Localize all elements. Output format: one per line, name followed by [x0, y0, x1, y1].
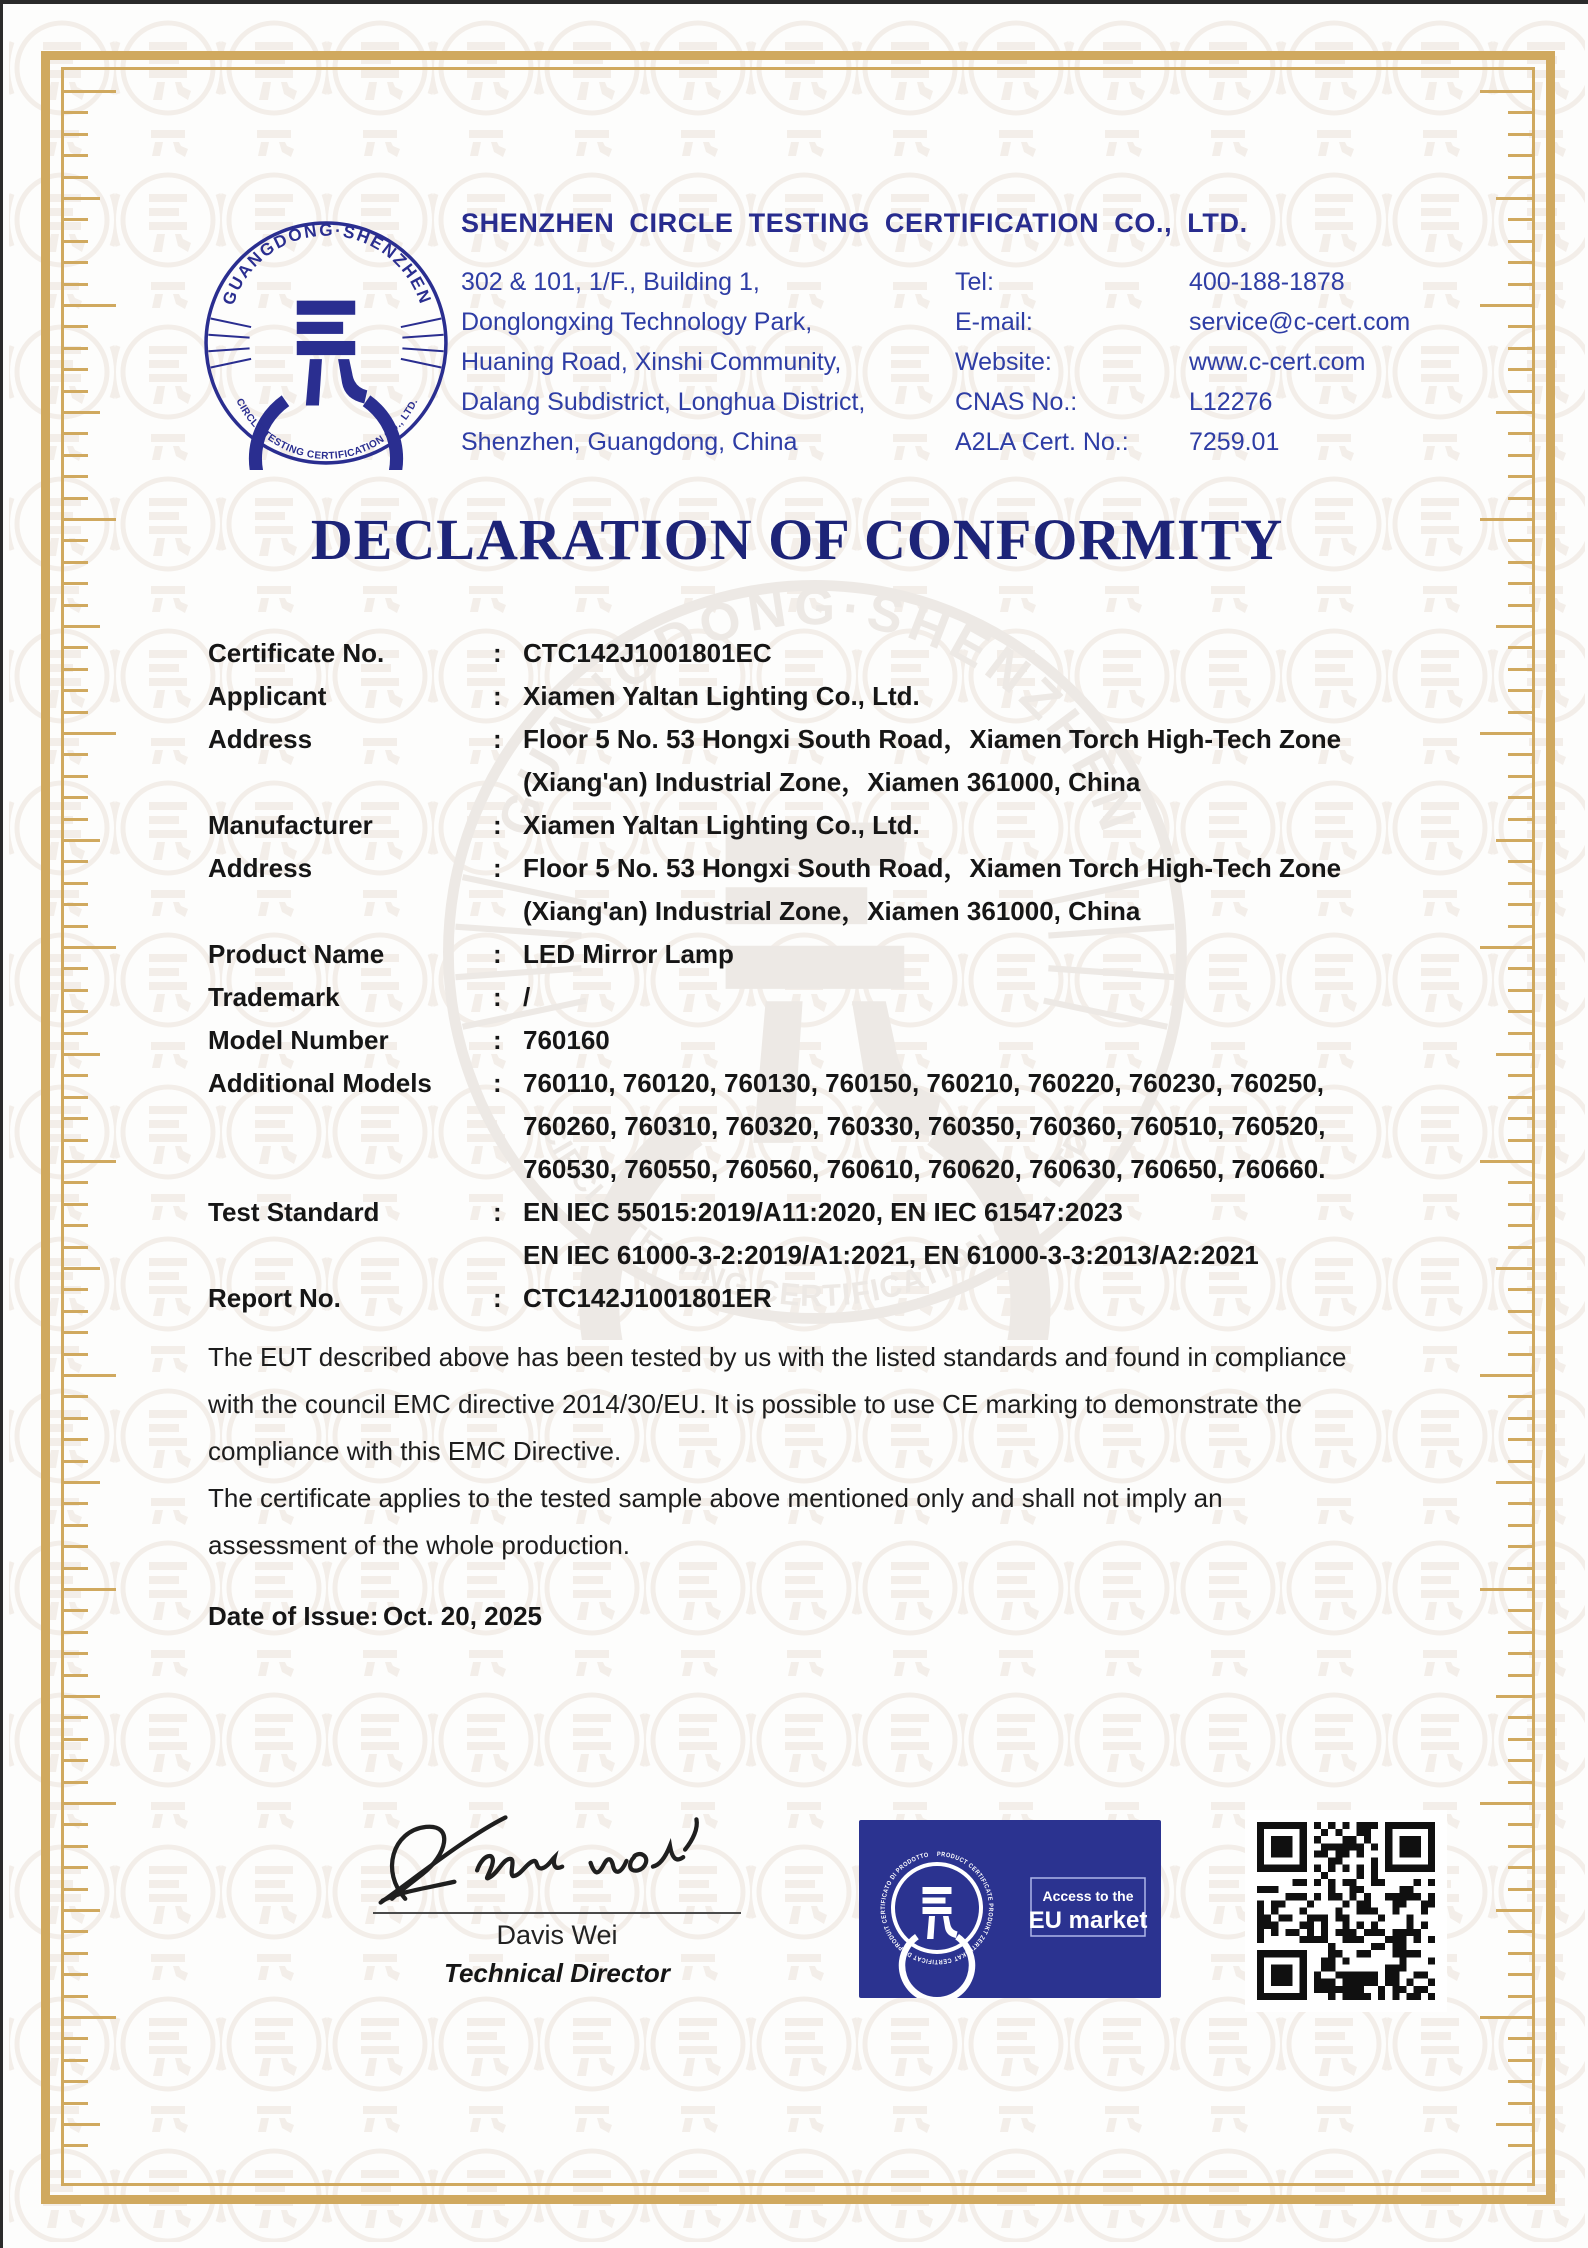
- field-colon: :: [493, 681, 502, 711]
- field-colon: :: [493, 1068, 502, 1098]
- logo-arc-bottom-text: CIRCLE TESTING CERTIFICATION CO., LTD.: [233, 396, 421, 462]
- signature-image: [353, 1808, 743, 1912]
- logo-arc-top-text: GUANGDONG·SHENZHEN: [217, 219, 437, 308]
- badge-ring-text: PRODUCT CERTIFICATE PRODUKT ZERTIFIKAT CERTIFICAT DE PRODUIT CERTIFICATO DI PRODOTTO: [879, 1850, 995, 1966]
- field-row: [208, 1062, 1468, 1191]
- company-logo-seal: [201, 218, 453, 470]
- field-row: [208, 933, 1468, 976]
- field-colon: :: [493, 1025, 502, 1055]
- field-label: Manufacturer: [208, 810, 373, 840]
- field-label: Report No.: [208, 1283, 341, 1313]
- field-colon: :: [493, 724, 502, 754]
- signatory-name: Davis Wei: [496, 1920, 618, 1950]
- field-colon: :: [493, 1197, 502, 1227]
- field-value: CTC142J1001801EC: [523, 638, 772, 668]
- field-row: [208, 847, 1468, 933]
- field-colon: :: [493, 638, 502, 668]
- contact-label: Website:: [955, 348, 1052, 376]
- field-value: Floor 5 No. 53 Hongxi South Road，Xiamen Torch High-Tech Zone (Xiang'an) Industrial Zone，Xiamen 361000, China: [523, 853, 1342, 926]
- badge-line2: EU market: [1028, 1907, 1148, 1934]
- contact-label: A2LA Cert. No.:: [955, 428, 1129, 456]
- date-of-issue-label: Date of Issue:: [208, 1601, 379, 1631]
- paragraph: The EUT described above has been tested by us with the listed standards and found in compliance with the council EMC directive 2014/30/EU. It is possible to use CE marking to demonstrate the compliance with this EMC Directive.: [208, 1342, 1347, 1466]
- contact-value: www.c-cert.com: [1189, 348, 1366, 376]
- field-row: [208, 976, 1468, 1019]
- contact-label: CNAS No.:: [955, 388, 1078, 416]
- ruler-right: [1474, 70, 1532, 2182]
- body-paragraphs: [208, 1334, 1488, 1569]
- field-value: Xiamen Yaltan Lighting Co., Ltd.: [523, 810, 920, 840]
- field-label: Test Standard: [208, 1197, 380, 1227]
- field-value: EN IEC 55015:2019/A11:2020, EN IEC 61547:2023 EN IEC 61000-3-2:2019/A1:2021, EN 61000-3-3:2013/A2:2021: [523, 1197, 1259, 1270]
- company-address-line: 302 & 101, 1/F., Building 1,: [461, 268, 760, 296]
- company-name: SHENZHEN CIRCLE TESTING CERTIFICATION CO., LTD.: [461, 208, 1248, 238]
- company-address-line: Shenzhen, Guangdong, China: [461, 428, 798, 456]
- company-address-line: Huaning Road, Xinshi Community,: [461, 348, 842, 376]
- contact-label: Tel:: [955, 268, 994, 296]
- field-colon: :: [493, 853, 502, 883]
- contact-label: E-mail:: [955, 308, 1033, 336]
- field-value: 760110, 760120, 760130, 760150, 760210, 760220, 760230, 760250, 760260, 760310, 760320, 760330, 760350, 760360, 760510, 760520, 760530, 760550, 760560, 760610, 760620, 760630, 760650, 760660.: [523, 1068, 1326, 1184]
- field-value: Floor 5 No. 53 Hongxi South Road，Xiamen Torch High-Tech Zone (Xiang'an) Industrial Zone，Xiamen 361000, China: [523, 724, 1342, 797]
- field-row: [208, 804, 1468, 847]
- field-label: Model Number: [208, 1025, 389, 1055]
- field-label: Trademark: [208, 982, 340, 1012]
- company-address-line: Dalang Subdistrict, Longhua District,: [461, 388, 866, 416]
- field-label: Additional Models: [208, 1068, 432, 1098]
- contact-value: L12276: [1189, 388, 1273, 416]
- field-value: Xiamen Yaltan Lighting Co., Ltd.: [523, 681, 920, 711]
- date-of-issue-value: Oct. 20, 2025: [383, 1601, 542, 1631]
- badge-line1: Access to the: [1042, 1888, 1134, 1904]
- date-of-issue-row: [208, 1601, 542, 1632]
- contact-value: service@c-cert.com: [1189, 308, 1411, 336]
- signatory-title: Technical Director: [444, 1958, 670, 1988]
- field-row: [208, 1277, 1468, 1320]
- field-row: [208, 1191, 1468, 1277]
- company-address: [461, 262, 865, 462]
- field-label: Certificate No.: [208, 638, 385, 668]
- contact-row: [955, 262, 1410, 302]
- field-colon: :: [493, 939, 502, 969]
- signature-line: [373, 1912, 741, 1914]
- contact-row: [955, 302, 1410, 342]
- contact-list: [955, 262, 1410, 462]
- field-label: Address: [208, 724, 313, 754]
- fields-table: [208, 632, 1468, 1320]
- contact-value: 7259.01: [1189, 428, 1280, 456]
- field-row: [208, 632, 1468, 675]
- field-row: [208, 1019, 1468, 1062]
- contact-row: [955, 342, 1410, 382]
- qr-code: [1245, 1810, 1447, 2012]
- field-colon: :: [493, 982, 502, 1012]
- paragraph: The certificate applies to the tested sample above mentioned only and shall not imply an assessment of the whole production.: [208, 1483, 1223, 1560]
- field-colon: :: [493, 810, 502, 840]
- contact-row: [955, 422, 1410, 462]
- field-value: 760160: [523, 1025, 610, 1055]
- document-title: DECLARATION OF CONFORMITY: [310, 507, 1284, 572]
- field-row: [208, 675, 1468, 718]
- contact-row: [955, 382, 1410, 422]
- field-colon: :: [493, 1283, 502, 1313]
- field-label: Product Name: [208, 939, 385, 969]
- field-value: LED Mirror Lamp: [523, 939, 734, 969]
- contact-value: 400-188-1878: [1189, 268, 1345, 296]
- ruler-left: [64, 70, 122, 2182]
- field-row: [208, 718, 1468, 804]
- eu-market-badge: [859, 1820, 1161, 1998]
- company-address-line: Donglongxing Technology Park,: [461, 308, 813, 336]
- field-label: Applicant: [208, 681, 327, 711]
- field-label: Address: [208, 853, 313, 883]
- field-value: CTC142J1001801ER: [523, 1283, 772, 1313]
- field-value: /: [523, 982, 531, 1012]
